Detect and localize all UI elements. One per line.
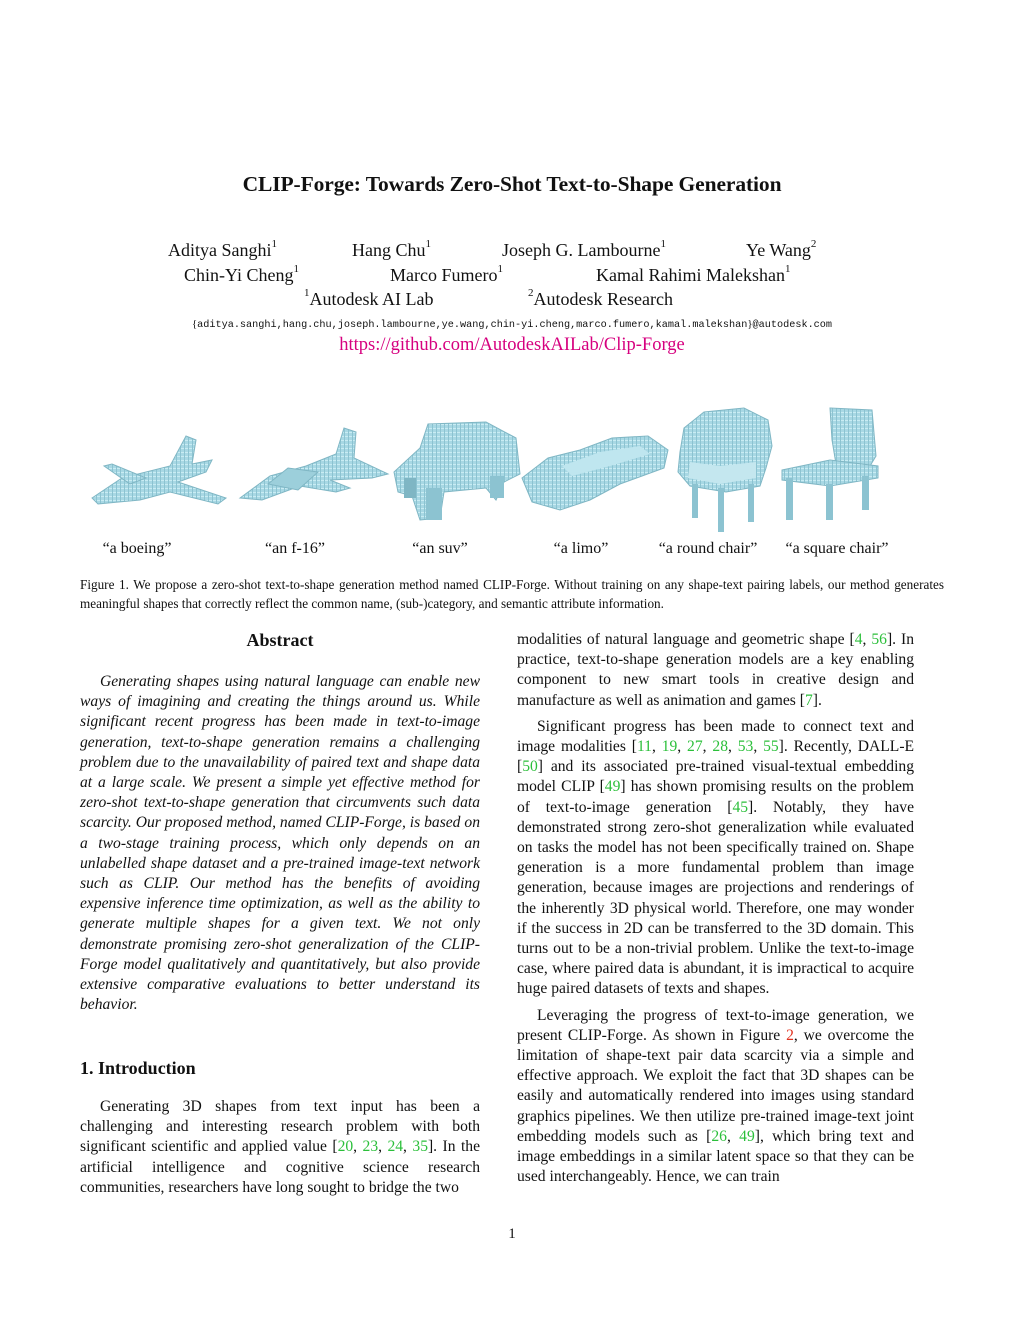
right-column — [517, 630, 914, 1193]
citation-link[interactable]: 20 — [337, 1138, 354, 1156]
shape-f16 — [240, 428, 388, 500]
shape-square-chair — [782, 408, 878, 520]
citation-link[interactable]: 45 — [732, 798, 749, 816]
citation-link[interactable]: 26 — [711, 1127, 727, 1145]
shape-boeing — [92, 436, 226, 504]
author-1: Aditya Sanghi$^1$ — [168, 238, 277, 260]
citation-link[interactable]: 53 — [737, 738, 754, 756]
citation-link[interactable]: 23 — [362, 1138, 379, 1156]
shape-limo — [522, 436, 668, 510]
repo-link[interactable]: https://github.com/AutodeskAILab/Clip-Forge — [339, 335, 685, 355]
citation-link[interactable]: 7 — [804, 691, 813, 709]
abstract-text: Generating shapes using natural language can enable new ways of imagining and creating the things around us. While significant recent progress has been made in text-to-image generation, text-to-shape generation remains a challenging problem due to the unavailability of paired text and shape data at a large scale. We present a simple yet effective method for zero-shot text-to-shape generation that circumvents such data scarcity. Our proposed method, named CLIP-Forge, is based on a two-stage training process, which only depends on an unlabelled shape dataset and a pre-trained image-text network such as CLIP. Our method has the benefits of avoiding expensive inference time optimization, as well as the ability to generate multiple shapes for a given text. We not only demonstrate promising zero-shot generalization of the CLIP-Forge model qualitatively and quantitatively, but also provide extensive comparative evaluations to better understand its behavior. — [80, 673, 480, 1014]
label-square-chair: “a square chair” — [785, 540, 889, 557]
intro-heading: 1. Introduction — [80, 1058, 196, 1078]
author-emails: {aditya.sanghi,hang.chu,joseph.lambourne,ye.wang,chin-yi.cheng,marco.fumero,kamal.malekshan}@autodesk.com — [191, 318, 833, 331]
affiliation-2: $^2$Autodesk Research — [528, 287, 673, 309]
right-paragraph-3: Leveraging the progress of text-to-image generation, we present CLIP-Forge. As shown in Figure 2, we overcome the limitation of shape-text pair data scarcity via a simple and effective approach. We exploit the fact that 3D shapes can be easily and automatically rendered into images using standard graphics pipelines. We then utilize pre-trained image-text joint embedding models such as [26, 49], which bring text and image embeddings in a similar latent space so that they can be used interchangeably. Hence, we can train — [517, 1006, 915, 1186]
shape-suv — [394, 422, 520, 520]
citation-link[interactable]: 49 — [604, 778, 621, 796]
author-7: Kamal Rahimi Malekshan$^1$ — [596, 263, 791, 285]
citation-link[interactable]: 4 — [854, 631, 863, 648]
figure-1-shapes — [0, 380, 1024, 540]
label-suv: “an suv” — [412, 540, 468, 557]
label-round-chair: “a round chair” — [658, 540, 758, 557]
citation-link[interactable]: 28 — [712, 738, 728, 756]
right-paragraph-1: modalities of natural language and geometric shape [4, 56]. In practice, text-to-shape generation models are a key enabling component to new smart tools in creative design and manufacture as well as animation and games [7]. — [517, 631, 914, 709]
citation-link[interactable]: 35 — [412, 1138, 428, 1156]
shape-round-chair — [678, 408, 772, 532]
author-2: Hang Chu$^1$ — [352, 238, 431, 260]
citation-link[interactable]: 11 — [636, 738, 652, 756]
figure-ref-link[interactable]: 2 — [786, 1026, 794, 1044]
author-6: Marco Fumero$^1$ — [390, 263, 503, 285]
citation-link[interactable]: 24 — [387, 1138, 404, 1156]
label-boeing: “a boeing” — [102, 540, 172, 557]
citation-link[interactable]: 55 — [763, 738, 779, 756]
author-5: Chin-Yi Cheng$^1$ — [184, 263, 300, 285]
page-number: 1 — [508, 1226, 516, 1242]
citation-link[interactable]: 50 — [522, 758, 538, 776]
label-f16: “an f-16” — [265, 540, 325, 557]
intro-paragraph-1: Generating 3D shapes from text input has been a challenging and interesting research problem with both significant scientific and applied value [20, 23, 24, 35]. In the artificial intelligence and cognitive science research communities, researchers have long sought to bridge the two — [80, 1098, 481, 1196]
figure-caption: Figure 1. We propose a zero-shot text-to-shape generation method named CLIP-Forge. Without training on any shape-text pairing labels, our method generates meaningful shapes that correctly reflect the common name, (sub-)category, and semantic attribute information. — [80, 577, 944, 611]
abstract-heading: Abstract — [246, 630, 314, 650]
author-4: Ye Wang$^2$ — [746, 238, 817, 260]
citation-link[interactable]: 56 — [871, 631, 887, 648]
author-3: Joseph G. Lambourne$^1$ — [502, 238, 666, 260]
citation-link[interactable]: 19 — [661, 738, 678, 756]
paper-title: CLIP-Forge: Towards Zero-Shot Text-to-Shape Generation — [242, 172, 782, 196]
right-paragraph-2: Significant progress has been made to connect text and image modalities [11, 19, 27, 28, 53, 55]. Recently, DALL-E [50] and its associated pre-trained visual-textual embedding model CLIP [49] has shown promising results on the problem of text-to-image generation [45]. Notably, they have demonstrated strong zero-shot generalization while evaluated on tasks the model has not been specifically trained on. Shape generation is a more fundamental problem than image generation, because images are projections and renderings of the inherently 3D physical world. Therefore, one may wonder if the success in 2D can be transferred to the 3D domain. This turns out to be a non-trivial problem. Unlike the text-to-image case, where paired data is abundant, it is impractical to acquire huge paired datasets of texts and shapes. — [517, 717, 915, 998]
citation-link[interactable]: 49 — [739, 1127, 755, 1145]
citation-link[interactable]: 27 — [687, 738, 703, 756]
affiliation-1: $^1$Autodesk AI Lab — [304, 287, 434, 309]
label-limo: “a limo” — [553, 540, 609, 557]
